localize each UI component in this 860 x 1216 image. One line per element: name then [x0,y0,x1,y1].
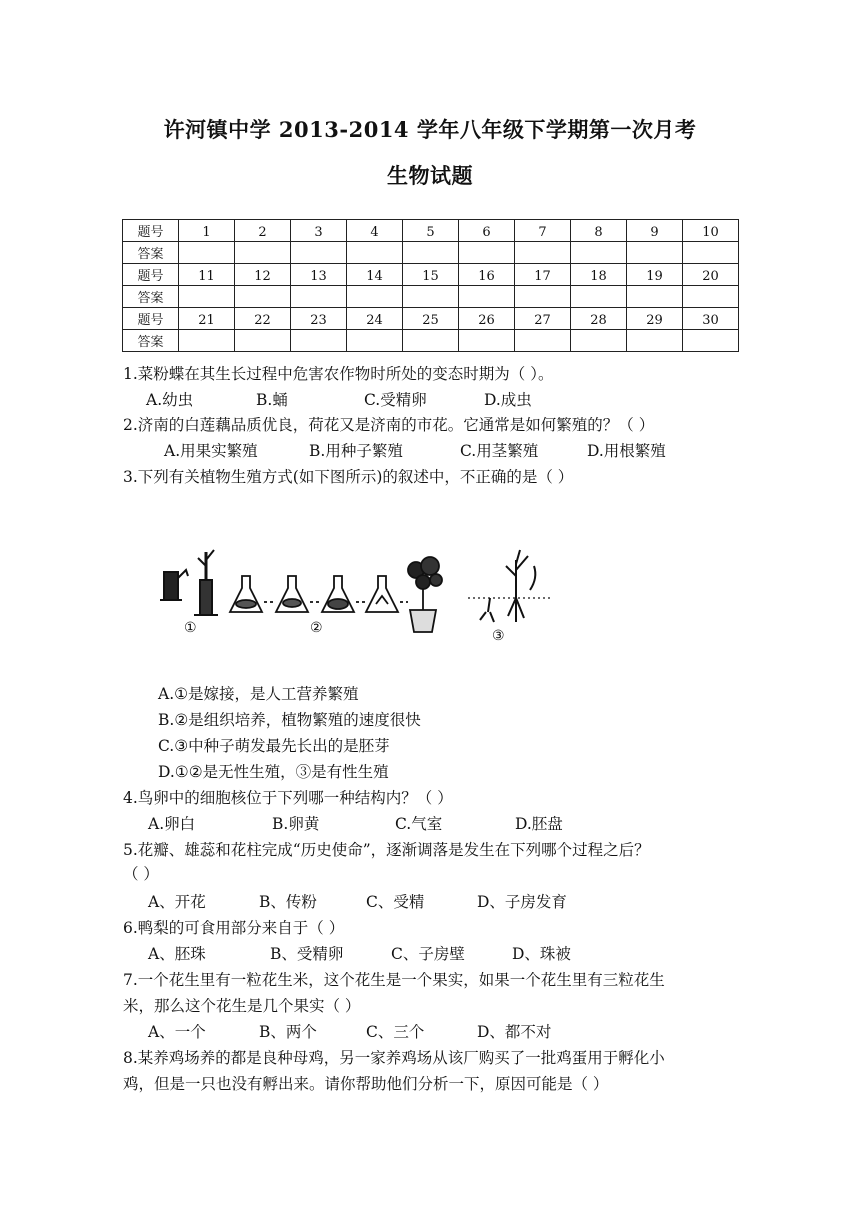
figure-label-3: ③ [492,628,505,644]
exam-subtitle: 生物试题 [387,163,473,188]
answer-cell[interactable] [235,242,291,264]
answer-cell[interactable] [179,330,235,352]
answer-cell[interactable] [291,242,347,264]
answer-cell[interactable] [403,330,459,352]
answer-cell[interactable] [347,242,403,264]
question-number: 2 [235,220,291,242]
seedling-illustration [468,550,550,622]
question-1-stem: 1.菜粉蝶在其生长过程中危害农作物时所处的变态时期为（ ）。 [123,365,554,383]
answer-cell[interactable] [347,330,403,352]
question-3-option-b: B.②是组织培养，植物繁殖的速度很快 [158,711,421,729]
question-number: 5 [403,220,459,242]
option-c: C、子房壁 [391,945,465,963]
answer-cell[interactable] [627,242,683,264]
answer-cell[interactable] [403,242,459,264]
question-number: 25 [403,308,459,330]
answer-cell[interactable] [571,242,627,264]
answer-cell[interactable] [627,330,683,352]
question-number: 8 [571,220,627,242]
table-row [123,286,739,308]
question-number: 11 [179,264,235,286]
question-number-label: 题号 [123,220,179,242]
answer-cell[interactable] [347,286,403,308]
table-row [123,242,739,264]
question-number: 16 [459,264,515,286]
answer-cell[interactable] [291,330,347,352]
option-d: D、都不对 [477,1023,552,1041]
question-5-stem-cont: （ ） [123,865,159,883]
answer-cell[interactable] [683,242,739,264]
question-number: 9 [627,220,683,242]
answer-cell[interactable] [571,286,627,308]
option-d: D.用根繁殖 [587,442,666,460]
question-4-stem: 4.鸟卵中的细胞核位于下列哪一种结构内？（ ） [123,789,453,807]
question-5-stem: 5.花瓣、雄蕊和花柱完成“历史使命”，逐渐调落是发生在下列哪个过程之后？ [123,841,650,859]
answer-cell[interactable] [235,286,291,308]
question-number: 24 [347,308,403,330]
question-7-stem: 7.一个花生里有一粒花生米，这个花生是一个果实，如果一个花生里有三粒花生 [123,971,665,989]
option-d: D.成虫 [484,391,532,409]
answer-cell[interactable] [515,242,571,264]
answer-cell[interactable] [179,242,235,264]
question-number: 19 [627,264,683,286]
question-number: 20 [683,264,739,286]
answer-cell[interactable] [291,286,347,308]
option-c: C、受精 [366,893,425,911]
answer-cell[interactable] [235,330,291,352]
question-number: 18 [571,264,627,286]
question-3-stem: 3.下列有关植物生殖方式(如下图所示)的叙述中，不正确的是（ ） [123,468,574,486]
question-number: 4 [347,220,403,242]
question-number: 26 [459,308,515,330]
option-c: C.气室 [395,815,443,833]
option-a: A.卵白 [148,815,196,833]
question-number: 10 [683,220,739,242]
option-b: B、传粉 [259,893,317,911]
answer-cell[interactable] [515,330,571,352]
table-row [123,220,739,242]
question-number-label: 题号 [123,308,179,330]
question-number: 13 [291,264,347,286]
question-2-stem: 2.济南的白莲藕品质优良，荷花又是济南的市花。它通常是如何繁殖的？（ ） [123,416,655,434]
answer-cell[interactable] [403,286,459,308]
question-3-option-a: A.①是嫁接，是人工营养繁殖 [158,685,359,703]
figure-label-1: ① [184,620,197,636]
option-b: B、受精卵 [270,945,344,963]
question-number: 21 [179,308,235,330]
question-number: 23 [291,308,347,330]
tissue-culture-illustration [230,557,442,632]
question-number: 27 [515,308,571,330]
answer-cell[interactable] [515,286,571,308]
answer-cell[interactable] [459,242,515,264]
answer-cell[interactable] [179,286,235,308]
option-b: B.蛹 [256,391,288,409]
question-number: 29 [627,308,683,330]
option-d: D、子房发育 [477,893,567,911]
answer-cell[interactable] [459,286,515,308]
answer-cell[interactable] [683,330,739,352]
option-a: A、一个 [148,1023,206,1041]
answer-label: 答案 [123,330,179,352]
question-number: 30 [683,308,739,330]
question-3-option-d: D.①②是无性生殖，③是有性生殖 [158,763,389,781]
question-8-stem: 8.某养鸡场养的都是良种母鸡，另一家养鸡场从该厂购买了一批鸡蛋用于孵化小 [123,1049,665,1067]
answer-cell[interactable] [683,286,739,308]
table-row [123,330,739,352]
option-a: A.幼虫 [146,391,194,409]
grafting-illustration [160,550,218,615]
option-a: A、开花 [148,893,206,911]
question-number: 28 [571,308,627,330]
question-number: 12 [235,264,291,286]
option-b: B.卵黄 [272,815,320,833]
question-3-option-c: C.③中种子萌发最先长出的是胚芽 [158,737,390,755]
option-c: C.用茎繁殖 [460,442,539,460]
option-c: C.受精卵 [364,391,427,409]
question-7-stem-cont: 米，那么这个花生是几个果实（ ） [123,997,361,1015]
option-a: A.用果实繁殖 [164,442,258,460]
option-b: B、两个 [259,1023,317,1041]
answer-table [122,219,739,352]
question-number: 14 [347,264,403,286]
question-number: 6 [459,220,515,242]
option-c: C、三个 [366,1023,425,1041]
question-number: 1 [179,220,235,242]
question-number: 3 [291,220,347,242]
question-6-stem: 6.鸭梨的可食用部分来自于（ ） [123,919,345,937]
option-b: B.用种子繁殖 [309,442,403,460]
question-8-stem-cont: 鸡，但是一只也没有孵出来。请你帮助他们分析一下，原因可能是（ ） [123,1075,609,1093]
option-d: D.胚盘 [515,815,563,833]
answer-label: 答案 [123,242,179,264]
option-a: A、胚珠 [148,945,206,963]
question-number: 22 [235,308,291,330]
question-number: 7 [515,220,571,242]
table-row [123,308,739,330]
answer-cell[interactable] [571,330,627,352]
question-number-label: 题号 [123,264,179,286]
answer-cell[interactable] [627,286,683,308]
figure-label-2: ② [310,620,323,636]
answer-label: 答案 [123,286,179,308]
plant-reproduction-figure [150,540,570,650]
table-row [123,264,739,286]
option-d: D、珠被 [512,945,571,963]
question-number: 17 [515,264,571,286]
question-number: 15 [403,264,459,286]
answer-cell[interactable] [459,330,515,352]
exam-title: 许河镇中学 2013-2014 学年八年级下学期第一次月考 [163,117,697,142]
